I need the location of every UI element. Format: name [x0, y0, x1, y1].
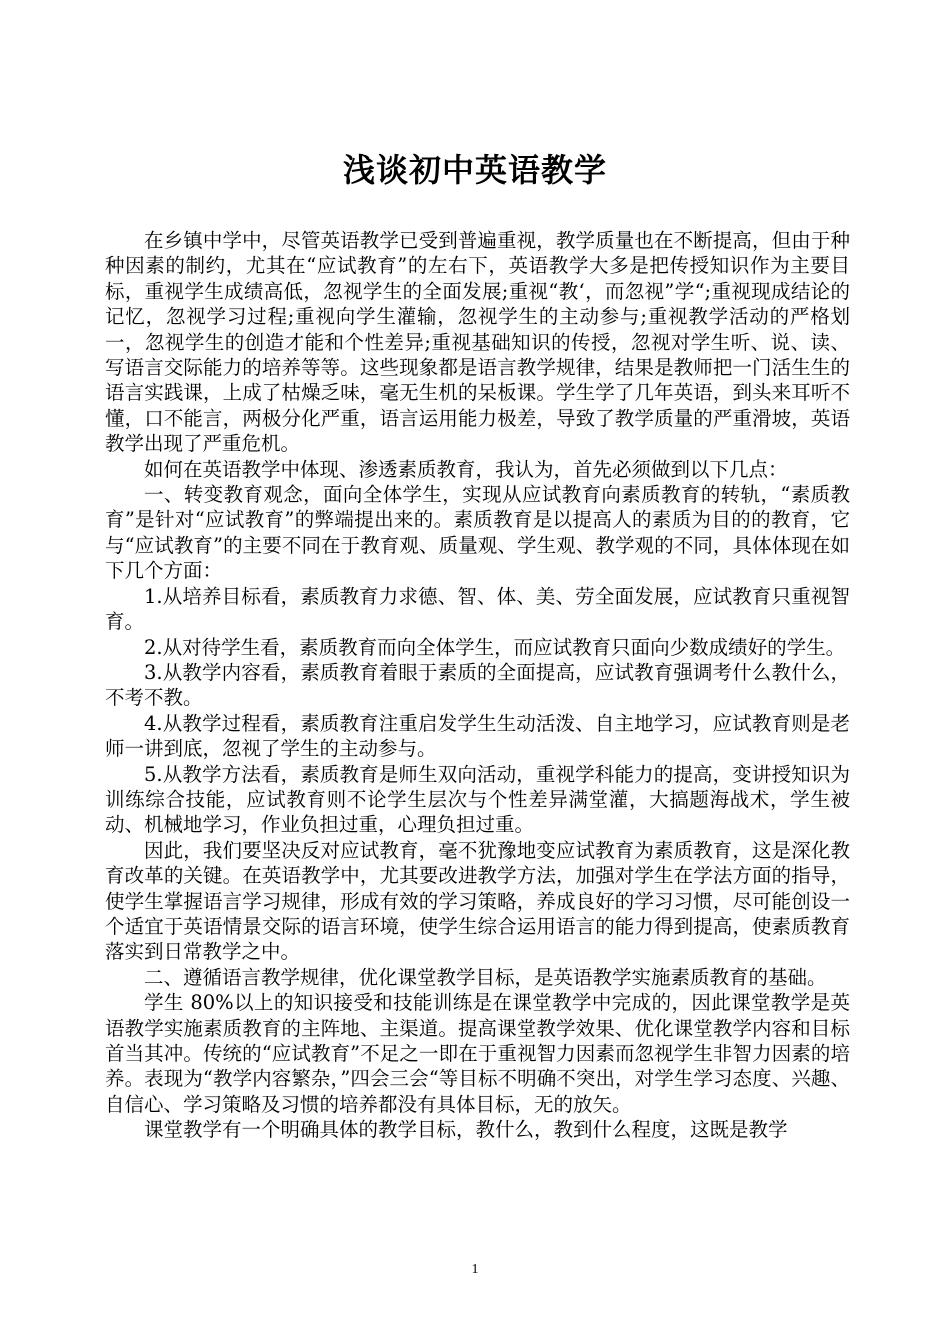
- paragraph: 5.从教学方法看，素质教育是师生双向活动，重视学科能力的提高，变讲授知识为训练综合技能，应试教育则不论学生层次与个性差异满堂灌，大搞题海战术，学生被动、机械地学习，作业负担过重，心理负担过重。: [105, 762, 850, 837]
- paragraph: 4.从教学过程看，素质教育注重启发学生生动活泼、自主地学习，应试教育则是老师一讲到底，忽视了学生的主动参与。: [105, 711, 850, 761]
- document-body: [105, 228, 850, 1143]
- paragraph: 在乡镇中学中，尽管英语教学已受到普遍重视，教学质量也在不断提高，但由于种种因素的制约，尤其在“应试教育”的左右下，英语教学大多是把传授知识作为主要目标，重视学生成绩高低，忽视学生的全面发展;重视“教‘，而忽视”学“;重视现成结论的记忆，忽视学习过程;重视向学生灌输，忽视学生的主动参与;重视教学活动的严格划一，忽视学生的创造才能和个性差异;重视基础知识的传授，忽视对学生听、说、读、写语言交际能力的培养等等。这些现象都是语言教学规律，结果是教师把一门活生生的语言实践课，上成了枯燥乏味，毫无生机的呆板课。学生学了几年英语，到头来耳听不懂，口不能言，两极分化严重，语言运用能力极差，导致了教学质量的严重滑坡，英语教学出现了严重危机。: [105, 229, 850, 456]
- paragraph: 2.从对待学生看，素质教育而向全体学生，而应试教育只面向少数成绩好的学生。: [144, 635, 846, 659]
- paragraph: 1.从培养目标看，素质教育力求德、智、体、美、劳全面发展，应试教育只重视智育。: [105, 584, 850, 634]
- paragraph: 学生 80%以上的知识接受和技能训练是在课堂教学中完成的，因此课堂教学是英语教学实施素质教育的主阵地、主渠道。提高课堂教学效果、优化课堂教学内容和目标首当其冲。传统的“应试教育”不足之一即在于重视智力因素而忽视学生非智力因素的培养。表现为“教学内容繁杂，”四会三会“等目标不明确不突出，对学生学习态度、兴趣、自信心、学习策略及习惯的培养都没有具体目标，无的放矢。: [105, 991, 850, 1116]
- paragraph: 课堂教学有一个明确具体的教学目标，教什么，教到什么程度，这既是教学: [144, 1118, 788, 1142]
- paragraph: 二、遵循语言教学规律，优化课堂教学目标，是英语教学实施素质教育的基础。: [144, 965, 827, 989]
- paragraph: 一、转变教育观念，面向全体学生，实现从应试教育向素质教育的转轨，“素质教育”是针对“应试教育”的弊端提出来的。素质教育是以提高人的素质为目的的教育，它与“应试教育”的主要不同在于教育观、质量观、学生观、教学观的不同，具体体现在如下几个方面：: [105, 483, 850, 583]
- paragraph: 如何在英语教学中体现、渗透素质教育，我认为，首先必须做到以下几点：: [144, 457, 788, 481]
- paragraph: 因此，我们要坚决反对应试教育，毫不犹豫地变应试教育为素质教育，这是深化教育改革的关键。在英语教学中，尤其要改进教学方法，加强对学生在学法方面的指导，使学生掌握语言学习规律，形成有效的学习策略，养成良好的学习习惯，尽可能创设一个适宜于英语情景交际的语言环境，使学生综合运用语言的能力得到提高，使素质教育落实到日常教学之中。: [105, 838, 850, 964]
- paragraph: 3.从教学内容看，素质教育着眼于素质的全面提高，应试教育强调考什么教什么，不考不教。: [105, 660, 850, 710]
- page-number: 1: [471, 1262, 479, 1277]
- document-title: 浅谈初中英语教学: [342, 151, 607, 189]
